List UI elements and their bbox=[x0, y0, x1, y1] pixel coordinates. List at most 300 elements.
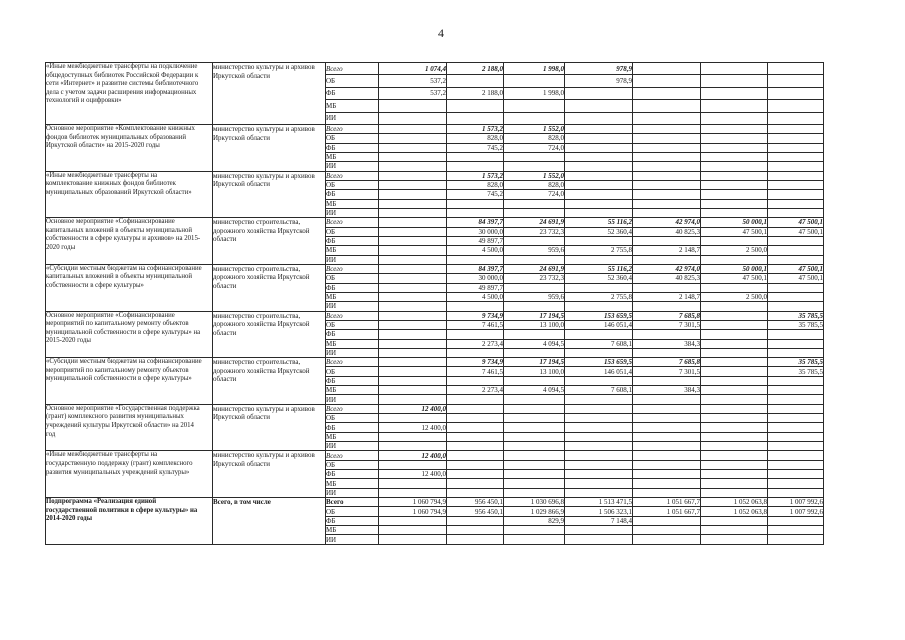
value-cell bbox=[504, 348, 565, 357]
value-cell: 4 500,0 bbox=[447, 246, 504, 255]
value-cell bbox=[768, 283, 824, 292]
value-cell bbox=[701, 442, 768, 451]
value-cell bbox=[633, 134, 701, 143]
value-cell bbox=[504, 330, 565, 339]
value-cell bbox=[768, 395, 824, 404]
funding-source-label: ИИ bbox=[326, 395, 379, 404]
description-line: капитальных вложений в объекты муниципальной bbox=[46, 226, 193, 234]
value-cell bbox=[633, 470, 701, 479]
value-cell: 745,2 bbox=[447, 190, 504, 199]
value-cell: 35 785,5 bbox=[768, 320, 824, 329]
table-subrow bbox=[46, 171, 824, 180]
responsible-line: министерство строительства, bbox=[213, 358, 301, 367]
value-cell bbox=[701, 330, 768, 339]
value-cell bbox=[379, 442, 447, 451]
value-cell bbox=[701, 87, 768, 99]
value-cell bbox=[504, 395, 565, 404]
value-cell bbox=[379, 367, 447, 376]
description-line: государственной политики в сфере культуры» на bbox=[46, 506, 198, 514]
funding-source-label: Всего bbox=[326, 171, 379, 180]
funding-source-label: ФБ bbox=[326, 143, 379, 152]
value-cell: 384,3 bbox=[633, 339, 701, 348]
value-cell bbox=[379, 516, 447, 525]
value-cell bbox=[633, 516, 701, 525]
value-cell: 1 506 323,1 bbox=[565, 507, 633, 516]
responsible-line: министерство строительства, bbox=[213, 264, 301, 273]
value-cell bbox=[768, 87, 824, 99]
measure-description bbox=[46, 63, 213, 125]
value-cell bbox=[447, 208, 504, 217]
value-cell: 17 194,5 bbox=[504, 311, 565, 320]
value-cell: 2 148,7 bbox=[633, 246, 701, 255]
value-cell bbox=[768, 488, 824, 497]
responsible-line: Иркутской области bbox=[213, 133, 271, 142]
value-cell bbox=[633, 143, 701, 152]
funding-source-label: ИИ bbox=[326, 348, 379, 357]
value-cell: 384,3 bbox=[633, 386, 701, 395]
value-cell: 4 094,5 bbox=[504, 339, 565, 348]
budget-table-body bbox=[46, 63, 824, 545]
value-cell bbox=[504, 404, 565, 413]
value-cell bbox=[701, 432, 768, 441]
funding-source-label: ФБ bbox=[326, 283, 379, 292]
value-cell bbox=[565, 143, 633, 152]
value-cell bbox=[447, 423, 504, 432]
value-cell bbox=[701, 143, 768, 152]
value-cell: 47 500,1 bbox=[768, 218, 824, 227]
value-cell: 2 755,8 bbox=[565, 292, 633, 301]
value-cell bbox=[565, 236, 633, 245]
funding-source-label: Всего bbox=[326, 124, 379, 133]
value-cell: 2 273,4 bbox=[447, 386, 504, 395]
value-cell: 828,0 bbox=[504, 134, 565, 143]
value-cell bbox=[447, 199, 504, 208]
value-cell bbox=[565, 255, 633, 264]
value-cell bbox=[633, 190, 701, 199]
funding-source-label: ОБ bbox=[326, 507, 379, 516]
value-cell bbox=[379, 292, 447, 301]
value-cell: 35 785,5 bbox=[768, 358, 824, 367]
value-cell bbox=[701, 526, 768, 535]
responsible-line: министерство строительства, bbox=[213, 218, 301, 227]
responsible-line: министерство культуры и архивов bbox=[213, 404, 315, 413]
value-cell bbox=[447, 112, 504, 124]
value-cell: 1 060 794,9 bbox=[379, 498, 447, 507]
value-cell bbox=[447, 395, 504, 404]
funding-source-label: МБ bbox=[326, 479, 379, 488]
responsible-line: области bbox=[213, 328, 237, 337]
value-cell bbox=[447, 376, 504, 385]
value-cell: 52 360,4 bbox=[565, 227, 633, 236]
funding-source-label: ОБ bbox=[326, 414, 379, 423]
value-cell bbox=[379, 432, 447, 441]
value-cell bbox=[768, 143, 824, 152]
value-cell bbox=[504, 479, 565, 488]
description-line: муниципальных образований Иркутской области» bbox=[46, 188, 192, 196]
value-cell: 12 400,0 bbox=[379, 404, 447, 413]
value-cell bbox=[504, 442, 565, 451]
funding-source-label: ОБ bbox=[326, 274, 379, 283]
value-cell bbox=[504, 414, 565, 423]
description-line: мероприятий по капитальному ремонту объектов bbox=[46, 320, 189, 328]
value-cell bbox=[565, 470, 633, 479]
value-cell: 724,0 bbox=[504, 190, 565, 199]
value-cell bbox=[379, 386, 447, 395]
description-line: собственности в сфере культуры и архивов» на 2015- bbox=[46, 235, 201, 243]
value-cell: 1 552,0 bbox=[504, 124, 565, 133]
value-cell bbox=[768, 451, 824, 460]
value-cell: 47 500,1 bbox=[768, 227, 824, 236]
value-cell: 959,6 bbox=[504, 292, 565, 301]
responsible-line: области bbox=[213, 375, 237, 384]
value-cell bbox=[768, 112, 824, 124]
value-cell: 47 500,1 bbox=[701, 274, 768, 283]
funding-source-label: ИИ bbox=[326, 255, 379, 264]
value-cell bbox=[768, 124, 824, 133]
value-cell bbox=[768, 134, 824, 143]
description-line: Иркутской области» на 2015-2020 годы bbox=[46, 142, 160, 150]
value-cell bbox=[504, 283, 565, 292]
responsible-line: Иркутской области bbox=[213, 413, 271, 422]
funding-source-label: МБ bbox=[326, 432, 379, 441]
value-cell bbox=[633, 302, 701, 311]
value-cell bbox=[633, 404, 701, 413]
value-cell bbox=[565, 526, 633, 535]
value-cell: 84 397,7 bbox=[447, 264, 504, 273]
responsible-line: Иркутской области bbox=[213, 71, 271, 80]
value-cell bbox=[768, 255, 824, 264]
value-cell bbox=[701, 63, 768, 75]
value-cell bbox=[504, 152, 565, 161]
table-subrow bbox=[46, 451, 824, 460]
value-cell: 2 755,8 bbox=[565, 246, 633, 255]
value-cell bbox=[379, 311, 447, 320]
description-line: «Иные межбюджетные трансферты на bbox=[46, 171, 158, 179]
value-cell: 1 052 063,8 bbox=[701, 507, 768, 516]
value-cell bbox=[768, 246, 824, 255]
value-cell bbox=[768, 339, 824, 348]
value-cell: 13 100,0 bbox=[504, 367, 565, 376]
measure-description bbox=[46, 218, 213, 265]
value-cell: 829,9 bbox=[504, 516, 565, 525]
value-cell bbox=[633, 162, 701, 171]
value-cell: 35 785,5 bbox=[768, 367, 824, 376]
value-cell bbox=[504, 460, 565, 469]
value-cell bbox=[504, 535, 565, 544]
value-cell bbox=[379, 526, 447, 535]
value-cell: 42 974,0 bbox=[633, 264, 701, 273]
value-cell bbox=[504, 162, 565, 171]
value-cell bbox=[701, 255, 768, 264]
value-cell bbox=[379, 320, 447, 329]
value-cell: 7 148,4 bbox=[565, 516, 633, 525]
responsible-executor bbox=[213, 124, 326, 171]
value-cell: 1 998,0 bbox=[504, 87, 565, 99]
value-cell bbox=[504, 199, 565, 208]
value-cell bbox=[379, 171, 447, 180]
table-subrow bbox=[46, 358, 824, 367]
table-subrow bbox=[46, 404, 824, 413]
page-number: 4 bbox=[438, 26, 444, 40]
description-line: государственную поддержку (грант) комплексного bbox=[46, 460, 193, 468]
value-cell bbox=[447, 348, 504, 357]
responsible-line: дорожного хозяйства Иркутской bbox=[213, 366, 310, 375]
funding-source-label: ФБ bbox=[326, 190, 379, 199]
value-cell bbox=[633, 100, 701, 112]
value-cell bbox=[701, 152, 768, 161]
description-line: муниципальной собственности в сфере культуры» на bbox=[46, 328, 201, 336]
responsible-line: Иркутской области bbox=[213, 460, 271, 469]
funding-source-label: Всего bbox=[326, 311, 379, 320]
value-cell bbox=[701, 367, 768, 376]
responsible-line: министерство строительства, bbox=[213, 311, 301, 320]
value-cell bbox=[447, 162, 504, 171]
value-cell bbox=[768, 423, 824, 432]
measure-description bbox=[46, 404, 213, 451]
description-line: «Субсидии местным бюджетам на софинансирование bbox=[46, 264, 202, 272]
value-cell bbox=[379, 479, 447, 488]
value-cell bbox=[379, 218, 447, 227]
responsible-line: министерство культуры и архивов bbox=[213, 451, 315, 460]
value-cell: 537,2 bbox=[379, 75, 447, 87]
description-line: муниципальной собственности в сфере культуры» bbox=[46, 375, 192, 383]
value-cell bbox=[504, 423, 565, 432]
value-cell bbox=[701, 171, 768, 180]
value-cell: 828,0 bbox=[447, 180, 504, 189]
value-cell bbox=[633, 479, 701, 488]
value-cell: 828,0 bbox=[447, 134, 504, 143]
value-cell bbox=[565, 395, 633, 404]
value-cell: 4 094,5 bbox=[504, 386, 565, 395]
value-cell bbox=[701, 236, 768, 245]
value-cell bbox=[701, 376, 768, 385]
funding-source-label: ОБ bbox=[326, 180, 379, 189]
description-line: собственности в сфере культуры» bbox=[46, 282, 144, 290]
value-cell: 50 000,1 bbox=[701, 264, 768, 273]
value-cell bbox=[633, 283, 701, 292]
value-cell: 17 194,5 bbox=[504, 358, 565, 367]
value-cell bbox=[701, 395, 768, 404]
value-cell bbox=[379, 143, 447, 152]
value-cell: 12 400,0 bbox=[379, 423, 447, 432]
value-cell bbox=[768, 63, 824, 75]
value-cell bbox=[565, 330, 633, 339]
value-cell bbox=[379, 460, 447, 469]
value-cell bbox=[701, 414, 768, 423]
value-cell bbox=[504, 112, 565, 124]
value-cell bbox=[379, 162, 447, 171]
value-cell bbox=[447, 404, 504, 413]
value-cell bbox=[768, 292, 824, 301]
value-cell bbox=[565, 376, 633, 385]
responsible-line: министерство культуры и архивов bbox=[213, 124, 315, 133]
value-cell: 1 552,0 bbox=[504, 171, 565, 180]
responsible-line: области bbox=[213, 282, 237, 291]
value-cell bbox=[768, 208, 824, 217]
value-cell: 2 500,0 bbox=[701, 246, 768, 255]
value-cell bbox=[701, 283, 768, 292]
value-cell bbox=[633, 152, 701, 161]
value-cell bbox=[633, 255, 701, 264]
value-cell bbox=[379, 180, 447, 189]
value-cell bbox=[447, 535, 504, 544]
value-cell bbox=[447, 75, 504, 87]
value-cell bbox=[565, 180, 633, 189]
value-cell bbox=[633, 423, 701, 432]
value-cell bbox=[379, 152, 447, 161]
value-cell bbox=[379, 227, 447, 236]
responsible-executor bbox=[213, 451, 326, 498]
value-cell bbox=[701, 199, 768, 208]
value-cell bbox=[504, 208, 565, 217]
value-cell bbox=[701, 470, 768, 479]
responsible-executor bbox=[213, 404, 326, 451]
value-cell bbox=[768, 152, 824, 161]
responsible-line: министерство культуры и архивов bbox=[213, 63, 315, 71]
value-cell bbox=[379, 414, 447, 423]
value-cell: 2 273,4 bbox=[447, 339, 504, 348]
value-cell bbox=[565, 162, 633, 171]
value-cell bbox=[633, 63, 701, 75]
value-cell bbox=[701, 358, 768, 367]
funding-source-label: МБ bbox=[326, 386, 379, 395]
description-line: фондов библиотек муниципальных образований bbox=[46, 133, 187, 141]
value-cell: 745,2 bbox=[447, 143, 504, 152]
value-cell bbox=[768, 330, 824, 339]
table-subrow bbox=[46, 311, 824, 320]
value-cell bbox=[633, 87, 701, 99]
description-line: мероприятий по капитальному ремонту объектов bbox=[46, 366, 189, 374]
responsible-line: Всего, в том числе bbox=[213, 498, 271, 507]
funding-source-label: ФБ bbox=[326, 470, 379, 479]
value-cell: 1 074,4 bbox=[379, 63, 447, 75]
value-cell bbox=[565, 199, 633, 208]
funding-source-label: ФБ bbox=[326, 516, 379, 525]
funding-source-label: Всего bbox=[326, 404, 379, 413]
description-line: «Субсидии местным бюджетам на софинансирование bbox=[46, 358, 202, 366]
value-cell bbox=[768, 460, 824, 469]
value-cell bbox=[565, 302, 633, 311]
funding-source-label: ИИ bbox=[326, 208, 379, 217]
funding-source-label: ИИ bbox=[326, 442, 379, 451]
description-line: дела с учетом задачи расширения информационных bbox=[46, 88, 197, 96]
funding-source-label: МБ bbox=[326, 199, 379, 208]
value-cell: 7 685,8 bbox=[633, 311, 701, 320]
budget-table bbox=[45, 62, 824, 545]
value-cell: 12 400,0 bbox=[379, 451, 447, 460]
value-cell bbox=[379, 330, 447, 339]
description-line: комплектование книжных фондов библиотек bbox=[46, 180, 176, 188]
value-cell: 24 691,9 bbox=[504, 264, 565, 273]
value-cell: 13 100,0 bbox=[504, 320, 565, 329]
value-cell bbox=[447, 100, 504, 112]
value-cell bbox=[379, 134, 447, 143]
value-cell bbox=[768, 386, 824, 395]
value-cell bbox=[701, 100, 768, 112]
value-cell: 52 360,4 bbox=[565, 274, 633, 283]
value-cell: 7 301,5 bbox=[633, 367, 701, 376]
value-cell bbox=[768, 432, 824, 441]
value-cell bbox=[504, 526, 565, 535]
value-cell bbox=[565, 100, 633, 112]
value-cell: 2 148,7 bbox=[633, 292, 701, 301]
funding-source-label: ОБ bbox=[326, 320, 379, 329]
value-cell: 1 051 667,7 bbox=[633, 498, 701, 507]
value-cell bbox=[768, 302, 824, 311]
value-cell: 537,2 bbox=[379, 87, 447, 99]
funding-source-label: ФБ bbox=[326, 87, 379, 99]
value-cell: 47 500,1 bbox=[701, 227, 768, 236]
funding-source-label: Всего bbox=[326, 218, 379, 227]
responsible-executor bbox=[213, 63, 326, 125]
value-cell bbox=[633, 208, 701, 217]
funding-source-label: МБ bbox=[326, 152, 379, 161]
value-cell bbox=[633, 535, 701, 544]
value-cell bbox=[565, 535, 633, 544]
description-line: «Иные межбюджетные трансферты на подключение bbox=[46, 63, 198, 70]
value-cell bbox=[633, 348, 701, 357]
value-cell bbox=[701, 75, 768, 87]
funding-source-label: ФБ bbox=[326, 236, 379, 245]
value-cell: 9 734,9 bbox=[447, 358, 504, 367]
value-cell bbox=[633, 414, 701, 423]
value-cell bbox=[504, 100, 565, 112]
value-cell bbox=[379, 358, 447, 367]
value-cell: 1 998,0 bbox=[504, 63, 565, 75]
value-cell: 978,9 bbox=[565, 63, 633, 75]
value-cell bbox=[768, 479, 824, 488]
value-cell bbox=[565, 152, 633, 161]
funding-source-label: ОБ bbox=[326, 227, 379, 236]
value-cell bbox=[633, 488, 701, 497]
value-cell: 7 608,1 bbox=[565, 386, 633, 395]
value-cell bbox=[504, 451, 565, 460]
funding-source-label: МБ bbox=[326, 526, 379, 535]
funding-source-label: Всего bbox=[326, 451, 379, 460]
value-cell bbox=[379, 348, 447, 357]
responsible-executor bbox=[213, 311, 326, 358]
value-cell bbox=[565, 190, 633, 199]
value-cell bbox=[633, 124, 701, 133]
value-cell bbox=[379, 208, 447, 217]
responsible-line: Иркутской области bbox=[213, 180, 271, 189]
value-cell: 30 000,0 bbox=[447, 274, 504, 283]
value-cell bbox=[447, 414, 504, 423]
measure-description bbox=[46, 358, 213, 405]
measure-description bbox=[46, 311, 213, 358]
value-cell bbox=[565, 488, 633, 497]
value-cell bbox=[565, 112, 633, 124]
value-cell: 84 397,7 bbox=[447, 218, 504, 227]
value-cell: 23 732,3 bbox=[504, 274, 565, 283]
value-cell bbox=[701, 516, 768, 525]
responsible-executor bbox=[213, 171, 326, 218]
value-cell bbox=[565, 87, 633, 99]
value-cell bbox=[701, 320, 768, 329]
value-cell: 1 007 992,6 bbox=[768, 498, 824, 507]
value-cell: 23 732,3 bbox=[504, 227, 565, 236]
value-cell bbox=[701, 488, 768, 497]
value-cell: 35 785,5 bbox=[768, 311, 824, 320]
description-line: (грант) комплексного развития муниципальных bbox=[46, 413, 184, 421]
responsible-line: дорожного хозяйства Иркутской bbox=[213, 226, 310, 235]
funding-source-label: Всего bbox=[326, 358, 379, 367]
measure-description bbox=[46, 498, 213, 545]
funding-source-label: МБ bbox=[326, 292, 379, 301]
value-cell bbox=[768, 100, 824, 112]
value-cell bbox=[447, 432, 504, 441]
value-cell bbox=[565, 404, 633, 413]
